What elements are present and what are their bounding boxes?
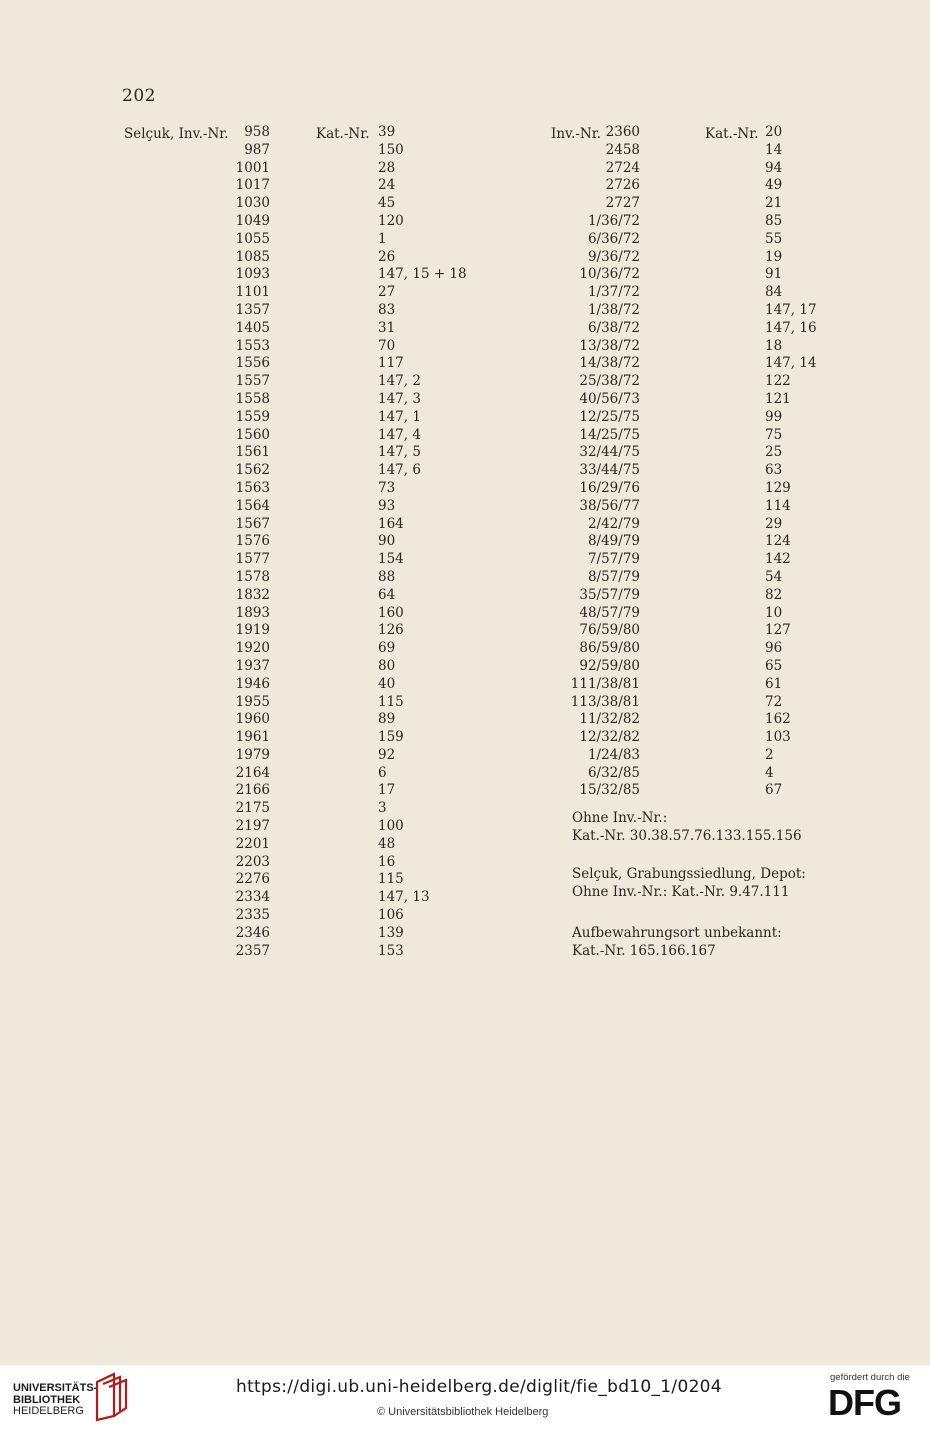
right-inv-number: 14/25/75 bbox=[579, 426, 640, 443]
left-kat-number: 153 bbox=[378, 942, 404, 959]
left-inv-number: 1561 bbox=[235, 444, 270, 461]
right-kat-number: 147, 14 bbox=[765, 355, 817, 372]
left-kat-number: 147, 5 bbox=[378, 444, 421, 461]
notes-ohne bbox=[572, 810, 802, 846]
right-kat-number: 121 bbox=[765, 390, 791, 407]
left-header-prefix: Selçuk, Inv.-Nr. bbox=[124, 126, 229, 142]
left-inv-number: 1001 bbox=[235, 159, 270, 176]
right-inv-number: 12/32/82 bbox=[579, 729, 640, 746]
right-inv-number: 86/59/80 bbox=[579, 640, 640, 657]
left-kat-number: 24 bbox=[378, 177, 396, 194]
left-inv-number: 1049 bbox=[235, 212, 270, 229]
depot-line-1: Selçuk, Grabungssiedlung, Depot: bbox=[572, 866, 806, 882]
left-inv-number: 2335 bbox=[235, 907, 270, 924]
left-inv-number: 1893 bbox=[235, 604, 270, 621]
left-kat-number: 139 bbox=[378, 924, 404, 941]
right-inv-number: 2726 bbox=[605, 177, 640, 194]
left-header-kat: Kat.-Nr. bbox=[316, 126, 370, 142]
right-inv-number: 13/38/72 bbox=[579, 337, 640, 354]
dfg-caption: gefördert durch die bbox=[830, 1372, 910, 1383]
right-inv-number: 2360 bbox=[605, 124, 640, 140]
right-inv-number: 15/32/85 bbox=[579, 782, 640, 799]
right-inv-number: 2727 bbox=[605, 195, 640, 212]
left-inv-number: 1557 bbox=[235, 373, 270, 390]
right-kat-number: 72 bbox=[765, 693, 783, 710]
right-inv-number: 111/38/81 bbox=[570, 675, 640, 692]
right-kat-number: 25 bbox=[765, 444, 783, 461]
right-kat-number: 127 bbox=[765, 622, 791, 639]
left-kat-number: 117 bbox=[378, 355, 404, 372]
right-kat-number: 99 bbox=[765, 408, 783, 425]
right-kat-column bbox=[765, 124, 825, 800]
left-inv-number: 2175 bbox=[235, 800, 270, 817]
right-inv-number: 11/32/82 bbox=[579, 711, 640, 728]
right-kat-number: 63 bbox=[765, 462, 783, 479]
right-inv-number: 7/57/79 bbox=[587, 551, 640, 568]
notes-unbekannt bbox=[572, 925, 782, 961]
ohne-value: Kat.-Nr. 30.38.57.76.133.155.156 bbox=[572, 827, 802, 844]
left-kat-number: 3 bbox=[378, 800, 387, 817]
left-kat-number: 1 bbox=[378, 230, 387, 247]
left-kat-number: 147, 4 bbox=[378, 426, 421, 443]
left-inv-number: 2164 bbox=[235, 764, 270, 781]
left-kat-number: 159 bbox=[378, 729, 404, 746]
right-kat-number: 124 bbox=[765, 533, 791, 550]
left-kat-number: 89 bbox=[378, 711, 396, 728]
left-kat-number: 126 bbox=[378, 622, 404, 639]
left-kat-number: 6 bbox=[378, 764, 387, 781]
right-inv-number: 40/56/73 bbox=[579, 390, 640, 407]
right-inv-number: 9/36/72 bbox=[587, 248, 640, 265]
left-inv-number: 958 bbox=[244, 124, 270, 140]
right-inv-number: 2724 bbox=[605, 159, 640, 176]
right-kat-number: 75 bbox=[765, 426, 783, 443]
left-inv-number: 1567 bbox=[235, 515, 270, 532]
uni-line-1: UNIVERSITÄTS- bbox=[13, 1382, 98, 1394]
right-kat-number: 21 bbox=[765, 195, 783, 212]
right-kat-number: 91 bbox=[765, 266, 783, 283]
left-inv-number: 1564 bbox=[235, 497, 270, 514]
left-kat-number: 147, 13 bbox=[378, 889, 430, 906]
right-kat-number: 129 bbox=[765, 479, 791, 496]
right-kat-number: 122 bbox=[765, 373, 791, 390]
ub-heidelberg-logo-icon[interactable] bbox=[94, 1372, 130, 1422]
right-inv-number: 76/59/80 bbox=[579, 622, 640, 639]
left-kat-number: 28 bbox=[378, 159, 396, 176]
left-kat-number: 92 bbox=[378, 746, 396, 763]
right-inv-number: 92/59/80 bbox=[579, 657, 640, 674]
left-kat-number: 88 bbox=[378, 568, 396, 585]
right-kat-number: 14 bbox=[765, 141, 783, 158]
left-kat-number: 147, 1 bbox=[378, 408, 421, 425]
left-inv-number: 1559 bbox=[235, 408, 270, 425]
left-kat-number: 147, 2 bbox=[378, 373, 421, 390]
left-kat-number: 69 bbox=[378, 640, 396, 657]
left-kat-number: 147, 6 bbox=[378, 462, 421, 479]
right-inv-number: 8/57/79 bbox=[587, 568, 640, 585]
right-inv-number: 1/37/72 bbox=[587, 284, 640, 301]
right-inv-number: 48/57/79 bbox=[579, 604, 640, 621]
left-inv-number: 2166 bbox=[235, 782, 270, 799]
right-inv-number: 14/38/72 bbox=[579, 355, 640, 372]
dfg-logo[interactable]: DFG bbox=[828, 1382, 901, 1423]
left-kat-number: 73 bbox=[378, 479, 396, 496]
uni-line-2: BIBLIOTHEK bbox=[13, 1393, 81, 1406]
left-inv-number: 1960 bbox=[235, 711, 270, 728]
left-kat-number: 120 bbox=[378, 212, 404, 229]
right-inv-number: 2458 bbox=[605, 141, 640, 158]
right-kat-number: 20 bbox=[765, 124, 783, 140]
right-inv-number: 1/36/72 bbox=[587, 212, 640, 229]
right-inv-number: 38/56/77 bbox=[579, 497, 640, 514]
permalink-url[interactable]: https://digi.ub.uni-heidelberg.de/diglit/fie_bd10_1/0204 bbox=[236, 1377, 722, 1397]
right-kat-number: 49 bbox=[765, 177, 783, 194]
university-library-name[interactable] bbox=[13, 1383, 97, 1418]
left-inv-number: 1946 bbox=[235, 675, 270, 692]
left-inv-number: 1920 bbox=[235, 640, 270, 657]
left-inv-number: 1055 bbox=[235, 230, 270, 247]
right-header-inv: Inv.-Nr. bbox=[551, 126, 601, 142]
left-inv-number: 1405 bbox=[235, 319, 270, 336]
notes-depot bbox=[572, 866, 806, 902]
left-kat-number: 70 bbox=[378, 337, 396, 354]
left-inv-number: 2201 bbox=[235, 835, 270, 852]
left-inv-number: 1101 bbox=[235, 284, 270, 301]
right-inv-number: 32/44/75 bbox=[579, 444, 640, 461]
left-inv-number: 1577 bbox=[235, 551, 270, 568]
left-inv-number: 1085 bbox=[235, 248, 270, 265]
left-inv-number: 1937 bbox=[235, 657, 270, 674]
right-inv-number: 2/42/79 bbox=[587, 515, 640, 532]
right-kat-number: 96 bbox=[765, 640, 783, 657]
left-inv-number: 1030 bbox=[235, 195, 270, 212]
right-kat-number: 65 bbox=[765, 657, 783, 674]
right-inv-number: 6/32/85 bbox=[587, 764, 640, 781]
left-inv-number: 2197 bbox=[235, 818, 270, 835]
right-inv-number: 16/29/76 bbox=[579, 479, 640, 496]
left-inv-number: 1832 bbox=[235, 586, 270, 603]
right-kat-number: 29 bbox=[765, 515, 783, 532]
right-header-kat: Kat.-Nr. bbox=[705, 126, 759, 142]
left-inv-number: 1563 bbox=[235, 479, 270, 496]
footer-bar bbox=[0, 1365, 930, 1430]
right-inv-number: 113/38/81 bbox=[570, 693, 640, 710]
uni-line-3: HEIDELBERG bbox=[13, 1405, 84, 1417]
left-inv-number: 1556 bbox=[235, 355, 270, 372]
right-kat-number: 82 bbox=[765, 586, 783, 603]
left-kat-number: 93 bbox=[378, 497, 396, 514]
right-inv-number: 6/36/72 bbox=[587, 230, 640, 247]
left-inv-number: 1961 bbox=[235, 729, 270, 746]
left-kat-number: 48 bbox=[378, 835, 396, 852]
ohne-label: Ohne Inv.-Nr.: bbox=[572, 810, 668, 826]
right-inv-number: 1/24/83 bbox=[587, 746, 640, 763]
right-kat-number: 162 bbox=[765, 711, 791, 728]
left-kat-number: 27 bbox=[378, 284, 396, 301]
right-kat-number: 94 bbox=[765, 159, 783, 176]
right-inv-number: 1/38/72 bbox=[587, 301, 640, 318]
left-kat-number: 115 bbox=[378, 693, 404, 710]
left-inv-number: 1558 bbox=[235, 390, 270, 407]
right-inv-number: 25/38/72 bbox=[579, 373, 640, 390]
left-inv-column bbox=[230, 124, 270, 960]
left-kat-number: 64 bbox=[378, 586, 396, 603]
copyright-text: © Universitätsbibliothek Heidelberg bbox=[377, 1406, 549, 1418]
left-inv-number: 2357 bbox=[235, 942, 270, 959]
right-kat-number: 61 bbox=[765, 675, 783, 692]
left-kat-number: 100 bbox=[378, 818, 404, 835]
right-kat-number: 114 bbox=[765, 497, 791, 514]
left-kat-number: 26 bbox=[378, 248, 396, 265]
right-kat-number: 2 bbox=[765, 746, 774, 763]
right-inv-number: 10/36/72 bbox=[579, 266, 640, 283]
left-inv-number: 1919 bbox=[235, 622, 270, 639]
left-inv-number: 2203 bbox=[235, 853, 270, 870]
right-kat-number: 19 bbox=[765, 248, 783, 265]
right-kat-number: 10 bbox=[765, 604, 783, 621]
left-kat-number: 17 bbox=[378, 782, 396, 799]
left-kat-number: 40 bbox=[378, 675, 396, 692]
right-kat-number: 54 bbox=[765, 568, 783, 585]
right-kat-number: 147, 17 bbox=[765, 301, 817, 318]
left-inv-number: 2276 bbox=[235, 871, 270, 888]
left-inv-number: 1560 bbox=[235, 426, 270, 443]
page-number: 202 bbox=[122, 86, 156, 106]
left-kat-number: 147, 3 bbox=[378, 390, 421, 407]
left-kat-number: 164 bbox=[378, 515, 404, 532]
left-kat-number: 80 bbox=[378, 657, 396, 674]
left-inv-number: 1553 bbox=[235, 337, 270, 354]
right-inv-number: 35/57/79 bbox=[579, 586, 640, 603]
left-inv-number: 1578 bbox=[235, 568, 270, 585]
right-kat-number: 103 bbox=[765, 729, 791, 746]
left-kat-number: 45 bbox=[378, 195, 396, 212]
right-kat-number: 142 bbox=[765, 551, 791, 568]
left-kat-number: 31 bbox=[378, 319, 396, 336]
left-kat-number: 115 bbox=[378, 871, 404, 888]
left-inv-number: 987 bbox=[244, 141, 270, 158]
right-kat-number: 84 bbox=[765, 284, 783, 301]
right-inv-number: 8/49/79 bbox=[587, 533, 640, 550]
right-kat-number: 85 bbox=[765, 212, 783, 229]
left-kat-number: 150 bbox=[378, 141, 404, 158]
left-inv-number: 1979 bbox=[235, 746, 270, 763]
left-inv-number: 1576 bbox=[235, 533, 270, 550]
left-inv-number: 1357 bbox=[235, 301, 270, 318]
right-inv-number: 6/38/72 bbox=[587, 319, 640, 336]
left-inv-number: 1093 bbox=[235, 266, 270, 283]
right-inv-number: 33/44/75 bbox=[579, 462, 640, 479]
left-inv-number: 1017 bbox=[235, 177, 270, 194]
left-inv-number: 1562 bbox=[235, 462, 270, 479]
right-kat-number: 18 bbox=[765, 337, 783, 354]
left-kat-number: 154 bbox=[378, 551, 404, 568]
left-kat-number: 83 bbox=[378, 301, 396, 318]
right-kat-number: 67 bbox=[765, 782, 783, 799]
left-inv-number: 2346 bbox=[235, 924, 270, 941]
left-inv-number: 2334 bbox=[235, 889, 270, 906]
unbekannt-line-1: Aufbewahrungsort unbekannt: bbox=[572, 925, 782, 941]
left-inv-number: 1955 bbox=[235, 693, 270, 710]
left-kat-number: 106 bbox=[378, 907, 404, 924]
right-inv-number: 12/25/75 bbox=[579, 408, 640, 425]
left-kat-number: 147, 15 + 18 bbox=[378, 266, 467, 283]
right-inv-column bbox=[550, 124, 640, 800]
right-kat-number: 55 bbox=[765, 230, 783, 247]
left-kat-number: 39 bbox=[378, 124, 396, 140]
left-kat-number: 90 bbox=[378, 533, 396, 550]
right-kat-number: 147, 16 bbox=[765, 319, 817, 336]
left-kat-column bbox=[378, 124, 498, 960]
left-kat-number: 160 bbox=[378, 604, 404, 621]
left-kat-number: 16 bbox=[378, 853, 396, 870]
unbekannt-line-2: Kat.-Nr. 165.166.167 bbox=[572, 942, 716, 959]
right-kat-number: 4 bbox=[765, 764, 774, 781]
depot-line-2: Ohne Inv.-Nr.: Kat.-Nr. 9.47.111 bbox=[572, 883, 790, 900]
